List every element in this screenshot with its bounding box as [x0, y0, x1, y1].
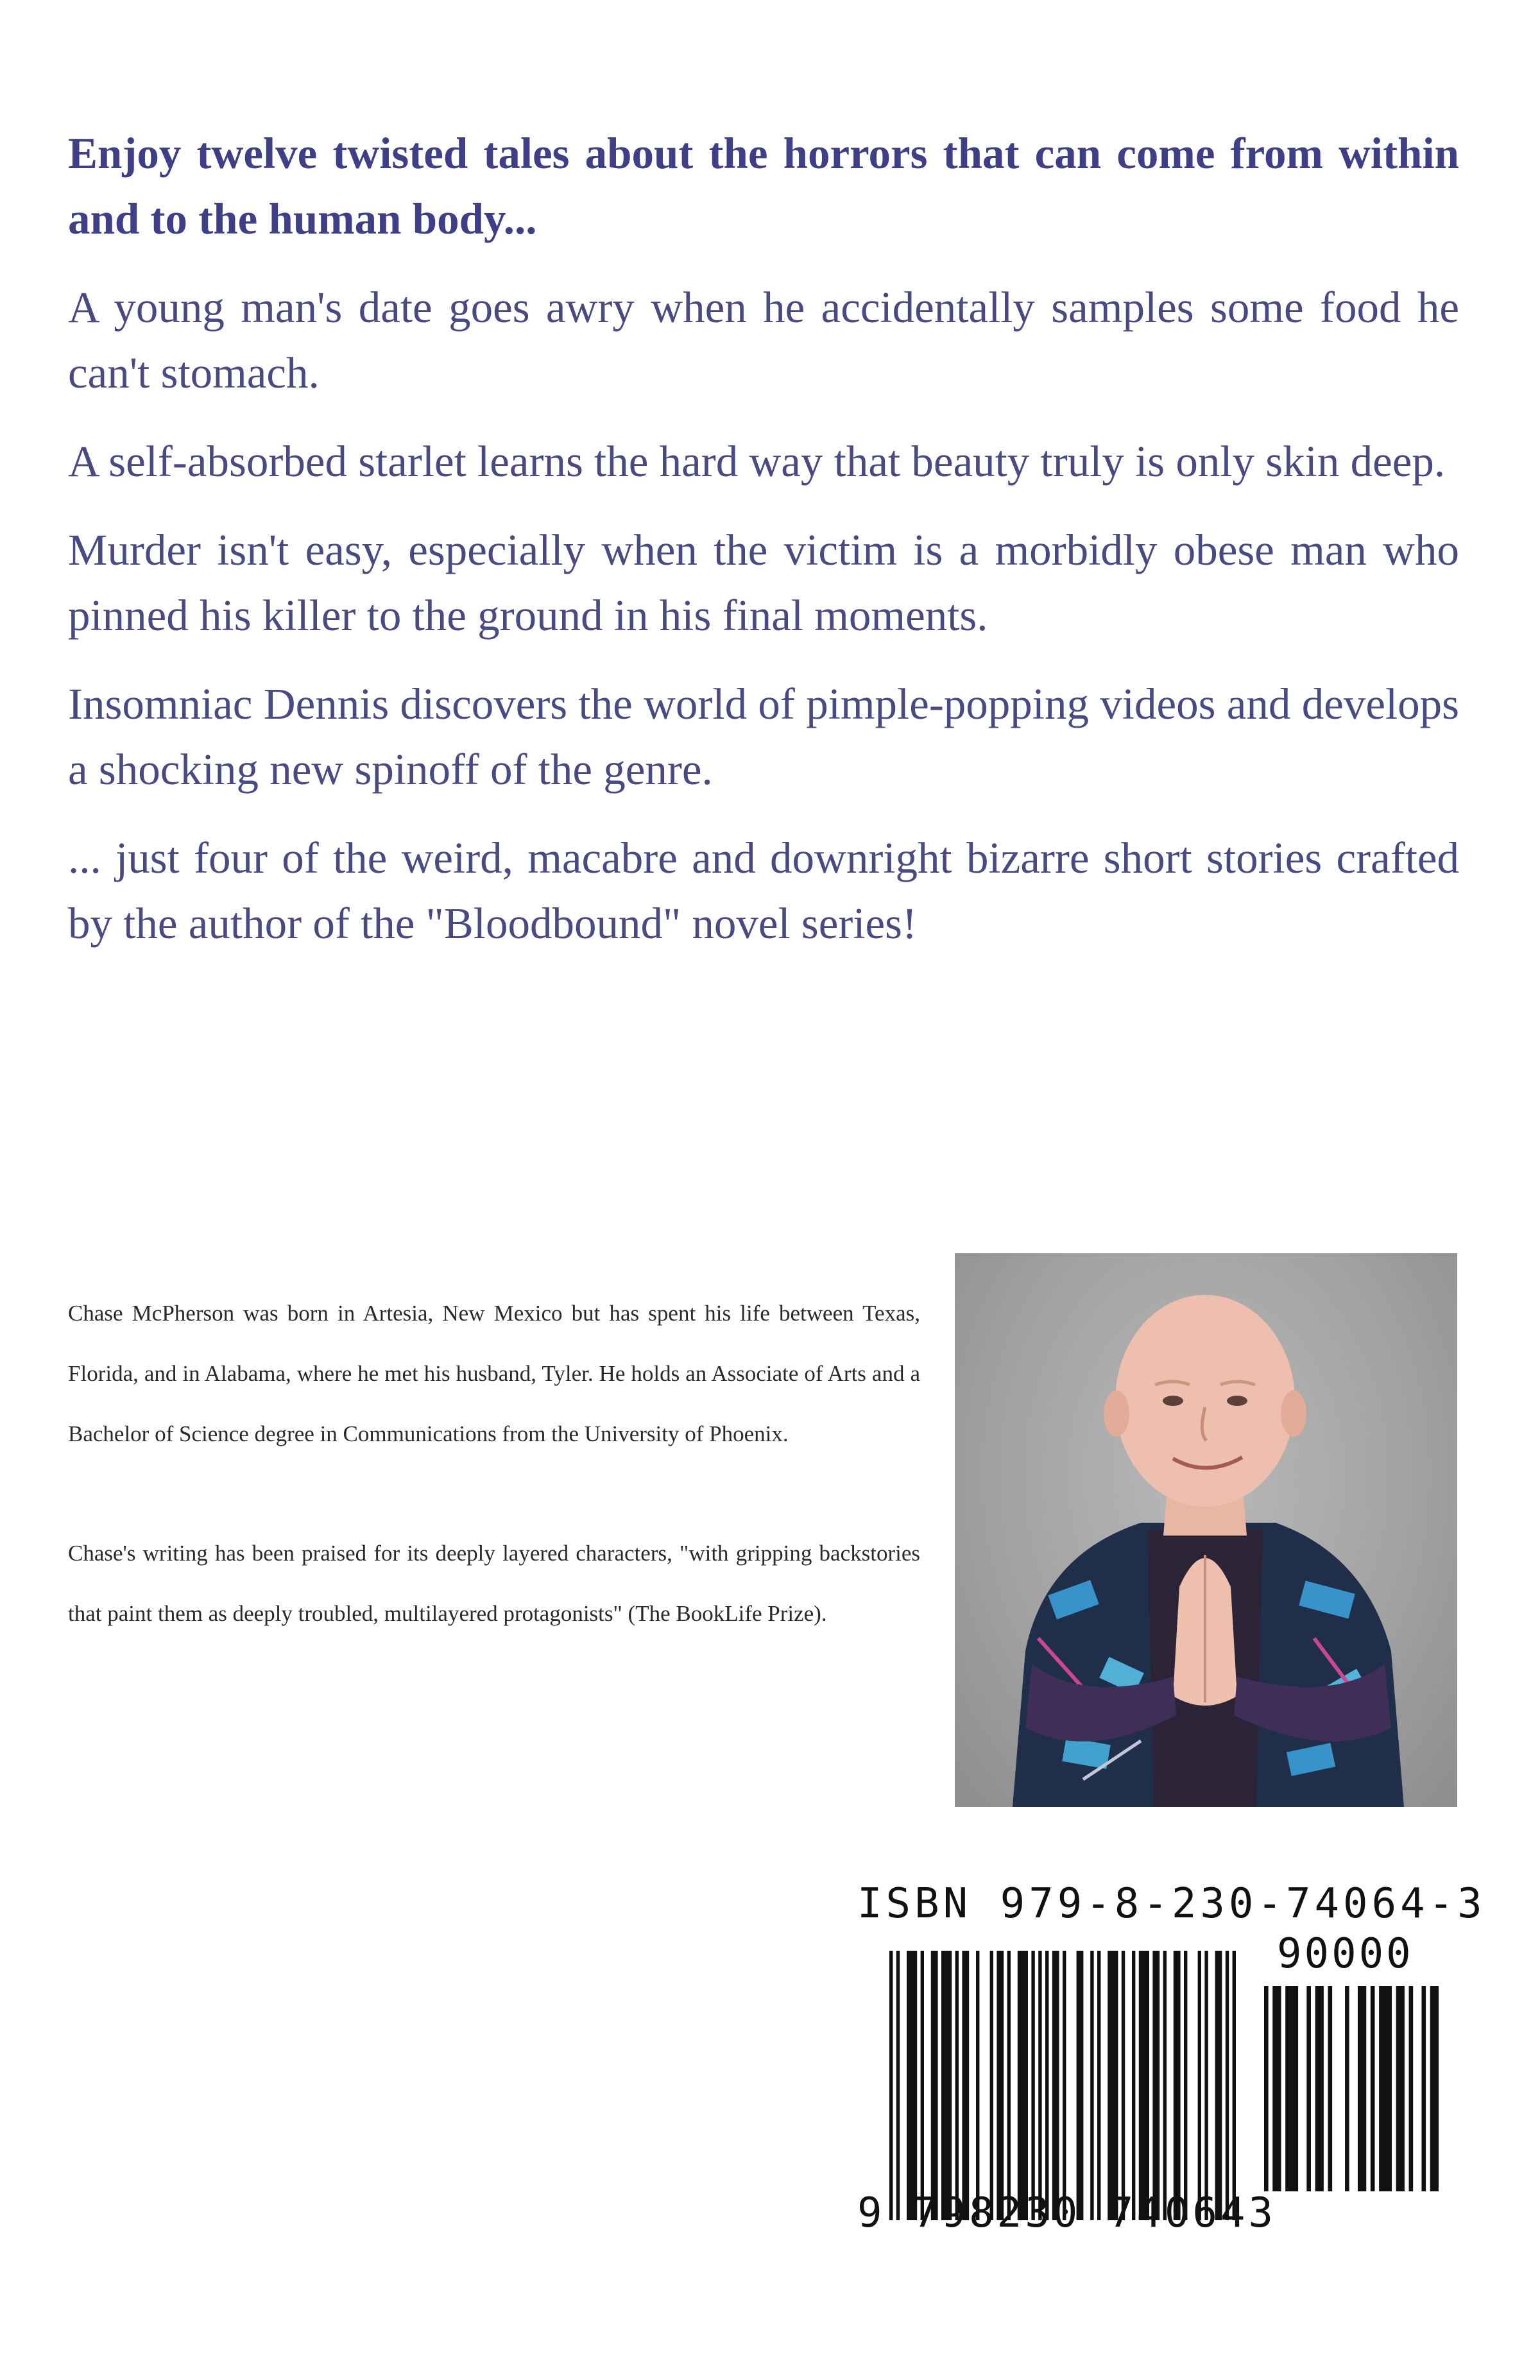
barcode-bar	[1018, 1951, 1028, 2220]
barcode-bar	[1371, 1986, 1375, 2191]
barcode-bar	[1152, 1951, 1159, 2220]
barcode-bar	[1306, 1986, 1311, 2191]
barcode-bar	[1430, 1986, 1439, 2191]
barcode-bar	[1122, 1951, 1125, 2220]
blurb-lead: Enjoy twelve twisted tales about the horrors that can come from within and to the human body...	[68, 129, 1459, 243]
barcode-bar	[1409, 1986, 1414, 2191]
barcode-bar	[1421, 1986, 1426, 2191]
barcode-bar	[997, 1951, 1004, 2220]
barcode-bar	[1204, 1951, 1208, 2220]
barcode-bar	[907, 1951, 917, 2220]
barcode-digits: 9 798230 740643	[857, 2189, 1276, 2237]
blurb-paragraph: Murder isn't easy, especially when the victim is a morbidly obese man who pinned his killer to the ground in his final moments.	[68, 526, 1459, 640]
barcode-bar	[976, 1951, 979, 2220]
barcode-bars	[889, 1951, 1236, 2220]
barcode-bar	[1031, 1951, 1034, 2220]
isbn-label: ISBN 979-8-230-74064-3	[857, 1880, 1486, 1928]
barcode-bar	[1063, 1951, 1066, 2220]
barcode-bar	[1379, 1986, 1392, 2191]
barcode-bar	[955, 1951, 959, 2220]
barcode-bar	[1052, 1951, 1059, 2220]
author-portrait-illustration	[955, 1253, 1457, 1807]
barcode-bar	[1097, 1951, 1100, 2220]
isbn-barcode	[838, 1880, 1486, 2265]
barcode-bar	[1038, 1951, 1041, 2220]
barcode-bar	[1139, 1951, 1149, 2220]
blurb-paragraph: Insomniac Dennis discovers the world of pimple-popping videos and develops a shocking new spinoff of the genre.	[68, 680, 1459, 794]
barcode-bar	[1198, 1951, 1201, 2220]
barcode-bar	[1285, 1986, 1298, 2191]
barcode-bar	[1264, 1986, 1269, 2191]
price-addon-label: 90000	[1277, 1930, 1414, 1978]
barcode-bar	[941, 1951, 952, 2220]
barcode-bar	[1132, 1951, 1135, 2220]
author-photo	[955, 1253, 1457, 1807]
barcode-bar	[1358, 1986, 1366, 2191]
barcode-bar	[1007, 1951, 1011, 2220]
barcode-bar	[1272, 1986, 1281, 2191]
barcode-bar	[1345, 1986, 1349, 2191]
barcode-bar	[1328, 1986, 1333, 2191]
blurb-paragraph: A young man's date goes awry when he accidentally samples some food he can't stomach.	[68, 283, 1459, 397]
barcode-bar	[896, 1951, 900, 2220]
barcode-bar	[1045, 1951, 1048, 2220]
barcode-bar	[921, 1951, 924, 2220]
barcode-bar	[1174, 1951, 1181, 2220]
barcode-bar	[1226, 1951, 1229, 2220]
blurb-paragraph: ... just four of the weird, macabre and downright bizarre short stories crafted by the author of the "Bloodbound" novel series!	[68, 834, 1459, 948]
barcode-bar	[1108, 1951, 1118, 2220]
barcode-bar	[962, 1951, 969, 2220]
barcode-bar	[1090, 1951, 1093, 2220]
author-bio	[68, 1283, 920, 1703]
barcode-bar	[1315, 1986, 1324, 2191]
barcode-bar	[931, 1951, 938, 2220]
barcode-bar	[1396, 1986, 1405, 2191]
barcode-bar	[1163, 1951, 1167, 2220]
blurb-paragraph: A self-absorbed starlet learns the hard way that beauty truly is only skin deep.	[68, 437, 1446, 486]
back-cover-blurb	[68, 121, 1459, 979]
barcode-bar	[889, 1951, 893, 2220]
addon-barcode-bars	[1264, 1986, 1439, 2191]
barcode-bar	[990, 1951, 993, 2220]
barcode-bar	[1077, 1951, 1084, 2220]
bio-paragraph: Chase McPherson was born in Artesia, New Mexico but has spent his life between Texas, Florida, and in Alabama, where he met his husband, Tyler. He holds an Associate of Arts and a Bachelor of Science degree in Communications from the University of Phoenix.	[68, 1301, 920, 1446]
barcode-bar	[1233, 1951, 1236, 2220]
barcode-bar	[1184, 1951, 1187, 2220]
bio-paragraph: Chase's writing has been praised for its deeply layered characters, "with gripping backstories that paint them as deeply troubled, multilayered protagonists" (The BookLife Prize).	[68, 1541, 920, 1626]
barcode-bar	[1215, 1951, 1222, 2220]
